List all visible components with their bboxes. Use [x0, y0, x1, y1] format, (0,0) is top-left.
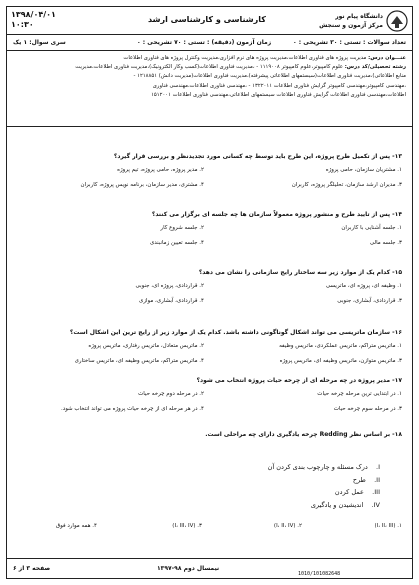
q18-options [17, 523, 402, 533]
option-4[interactable]: ۴. همه موارد فوق [55, 523, 97, 529]
option-2[interactable]: ۲. در مرحله دوم چرخه حیات [138, 391, 204, 397]
question-text: ۱۴- پس از تایید طرح و منشور پروژه معمولاً سازمان ها چه جلسه ای برگزار می کنند؟ [151, 211, 402, 218]
question-text: ۱۶- سازمان ماتریسی می تواند اشکال گوناگونی داشته باشد. کدام یک از موارد زیر از رایج ترین این اشکال است؟ [69, 329, 402, 336]
stage-text: اندیشیدن و یادگیری [310, 500, 364, 509]
question-options [17, 225, 402, 253]
university-logo [298, 9, 408, 33]
option-1[interactable]: ۱. (I، II، III) [374, 523, 402, 529]
option-2[interactable]: ۲. جلسه شروع کار [160, 225, 204, 231]
university-name-line2: مرکز آزمون و سنجش [319, 22, 383, 29]
option-3[interactable]: ۳. جلسه مالی [369, 240, 402, 246]
time-label: زمان آزمون (دقیقه) : تستی : ۷۰ تشریحی : ۰ [137, 39, 272, 46]
field-value-1: علوم کامپیوتر،علوم کامپیوتر ۱۱۱۹۰۰۸ - ،مدیریت فناوری اطلاعات(کسب وکار الکترونیک)،مدیریت فناوری اطلاعات،مدیریت [75, 64, 343, 71]
option-3[interactable]: ۳. ماتریس متوازن، ماتریس وظیفه ای، ماتریس پروژه [279, 358, 402, 364]
question-text: ۱۳- پس از تکمیل طرح پروژه، این طرح باید توسط چه کسانی مورد تجدیدنظر و بررسی قرار گیرد؟ [113, 153, 402, 160]
option-4[interactable]: ۴. ماتریس متراکم، ماتریس وظیفه ای، ماتریس ساختاری [74, 358, 204, 364]
exam-time: ۱۰:۳۰ [11, 20, 34, 29]
option-3[interactable]: ۳. در مرحله سوم چرخه حیات [333, 406, 402, 412]
stage-item [268, 461, 380, 474]
option-1[interactable]: ۱. وظیفه ای، پروژه ای، ماتریسی [325, 283, 402, 289]
stage-text: طرح [352, 475, 366, 484]
exam-sheet [6, 6, 413, 579]
option-2[interactable]: ۲. ماتریس متعادل، ماتریس رفتاری، ماتریس پروژه [88, 343, 204, 349]
option-4[interactable]: ۴. در هر مرحله ای از چرخه حیات پروژه می تواند انتخاب شود. [61, 406, 204, 412]
course-info [7, 51, 412, 127]
stage-item [268, 499, 380, 512]
field-line-1 [13, 63, 406, 72]
course-title-line [13, 54, 406, 63]
university-name-line1: دانشگاه پیام نور [335, 13, 383, 20]
stage-item [268, 486, 380, 499]
q18-stages-list [268, 461, 380, 511]
university-emblem-icon [386, 10, 408, 32]
exam-level-title: کارشناسی و کارشناسی ارشد [148, 15, 266, 24]
option-1[interactable]: ۱. جلسه آشنایی با کاربران [341, 225, 402, 231]
question-15 [17, 269, 402, 311]
option-2[interactable]: ۲. (I، II، IV) [273, 523, 302, 529]
question-13 [17, 153, 402, 195]
question-14 [17, 211, 402, 253]
exam-date: ۱۳۹۸/۰۴/۰۱ [11, 10, 56, 19]
question-count-label: تعداد سوالات : تستی : ۳۰ تشریحی : ۰ [293, 39, 406, 46]
stage-number: IV. [371, 500, 380, 509]
exam-meta-row [7, 35, 412, 51]
question-text: ۱۵- کدام یک از موارد زیر سه ساختار رایج سازمانی را نشان می دهد؟ [198, 269, 402, 276]
field-line-3: ،مهندسی کامپیوتر،مهندسی کامپیوتر گرایش فناوری اطلاعات ۱۳۲۲۰۱۱ - ،مهندسی فناوری اطلاعات،مهندسی فناوری [152, 82, 406, 89]
semester-label: نیمسال دوم ۹۸-۱۳۹۷ [157, 565, 220, 572]
option-2[interactable]: ۲. قراردادی، پروژه ای، جنوبی [135, 283, 204, 289]
form-code: 1010/101082648 [298, 571, 341, 577]
question-17 [17, 377, 402, 419]
university-name [319, 12, 383, 30]
option-3[interactable]: ۳. (I، III، IV) [172, 523, 202, 529]
page-footer [7, 558, 412, 578]
field-line-2: منابع اطلاعاتی)،مدیریت فناوری اطلاعات(سیستمهای اطلاعاتی پیشرفته)،مدیریت فناوری اطلاعات(مدیریت دانش) ۱۲۱۸۸۵۱ - [133, 73, 406, 80]
field-line-4: اطلاعات،مهندسی فناوری اطلاعات گرایش فناوری اطلاعات سیستمهای اطلاعاتی،مهندسی فناوری اطلاعات ۱۵۱۲۰۰۱ [151, 91, 406, 98]
question-options [17, 343, 402, 371]
option-4[interactable]: ۴. مشتری، مدیر سازمان، برنامه نویس پروژه، کاربران [80, 182, 204, 188]
field-label: رشته تحصیلی/کد درس: [344, 64, 406, 71]
page-number: صفحه ۳ از ۶ [13, 565, 51, 572]
question-text: ۱۷- مدیر پروژه در چه مرحله ای از چرخه حیات پروژه انتخاب می شود؟ [196, 377, 402, 384]
stage-number: III. [372, 488, 380, 496]
option-1[interactable]: ۱. ماتریس متراکم، ماتریس عملکردی، ماتریس وظیفه [279, 343, 402, 349]
question-options [17, 283, 402, 311]
question-options [17, 391, 402, 419]
question-18 [17, 431, 402, 438]
question-text: ۱۸- بر اساس نظر Redding چرخه یادگیری دارای چه مراحلی است. [205, 431, 402, 438]
option-4[interactable]: ۴. جلسه تعیین زمانبندی [149, 240, 204, 246]
option-2[interactable]: ۲. مدیر پروژه، حامی پروژه، تیم پروژه [117, 167, 204, 173]
option-3[interactable]: ۳. قراردادی، آبشاری، جنوبی [337, 298, 402, 304]
stage-item [268, 474, 380, 487]
stage-text: درک مسئله و چارچوب بندی کردن آن [267, 463, 368, 471]
exam-header [7, 7, 412, 35]
stage-text: عمل کردن [334, 488, 364, 496]
series-label: سری سوال: ۱ یک [13, 39, 66, 46]
option-1[interactable]: ۱. مشتریان سازمان، حامی پروژه [325, 167, 402, 173]
stage-number: II. [374, 475, 380, 484]
option-1[interactable]: ۱. در ابتدایی ترین مرحله چرخه حیات [317, 391, 402, 397]
stage-number: I. [376, 463, 380, 471]
question-options [17, 167, 402, 195]
option-3[interactable]: ۳. مدیران ارشد سازمان، تحلیلگر پروژه، کاربران [291, 182, 402, 188]
course-title-label: عنـــوان درس: [368, 55, 406, 61]
option-4[interactable]: ۴. قراردادی، آبشاری، موازی [139, 298, 204, 304]
question-16 [17, 329, 402, 371]
exam-date-time [11, 10, 56, 30]
course-title-value: مدیریت پروژه های فناوری اطلاعات،مدیریت پروژه های نرم افزاری،مدیریت وکنترل پروژه های فناوری اطلاعات [123, 55, 367, 61]
